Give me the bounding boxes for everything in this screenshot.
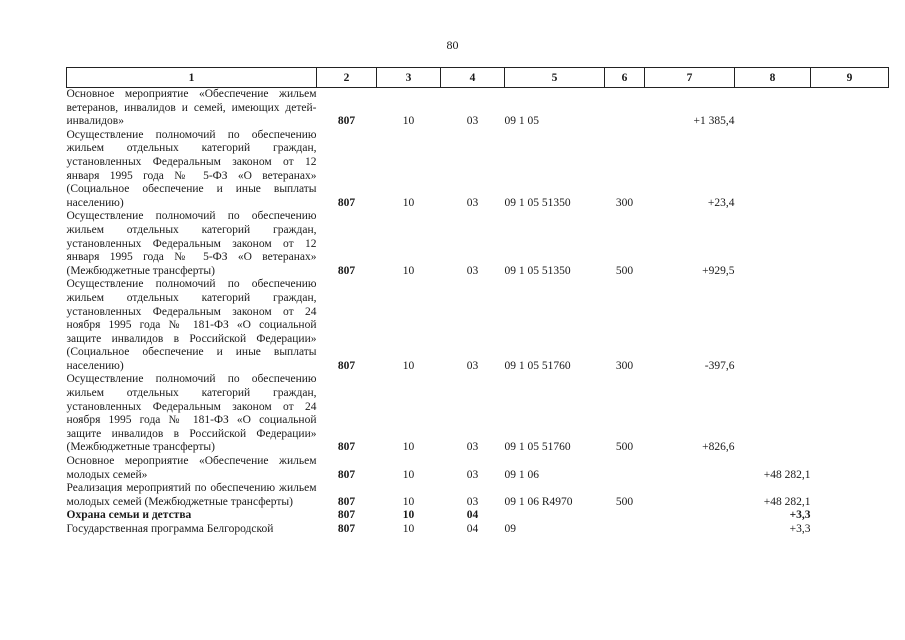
row-section-cell: 10 [402, 468, 415, 481]
row-admin-code-cell: 807 [337, 264, 356, 277]
row-amount-cell: +3,3 [789, 523, 811, 535]
row-name-cell: Осуществление полномочий по обеспечению жильем отдельных категорий граждан, установленных Федеральным законом от 12 января 1995 года № 5-ФЗ «О ветеранах» (Межбюджетные трансферты) [66, 210, 317, 277]
row-expense-type-cell: 300 [615, 359, 634, 372]
row-section-cell: 10 [402, 441, 415, 454]
row-subsection-cell: 03 [466, 495, 479, 508]
table-row [67, 455, 889, 482]
row-amount-cell [811, 278, 889, 373]
table-row [67, 373, 889, 455]
budget-table [66, 67, 889, 537]
table-row [67, 523, 889, 537]
row-section-cell: 10 [402, 264, 415, 277]
row-target-code-cell: 09 1 05 51760 [504, 441, 571, 454]
row-amount-cell [811, 509, 889, 523]
row-admin-code-cell: 807 [337, 441, 356, 454]
row-admin-code-cell: 807 [337, 495, 356, 508]
row-amount-cell [811, 455, 889, 482]
table-row [67, 88, 889, 129]
row-name-cell: Основное мероприятие «Обеспечение жильем молодых семей» [66, 455, 317, 481]
row-subsection-cell: 03 [466, 264, 479, 277]
column-header: 1 [67, 68, 317, 88]
row-section-cell: 10 [402, 115, 415, 128]
row-amount-cell [811, 210, 889, 278]
row-amount-cell: +23,4 [707, 196, 735, 209]
row-amount-cell [645, 482, 735, 509]
row-expense-type-cell [605, 523, 645, 537]
column-header: 7 [645, 68, 735, 88]
row-admin-code-cell: 807 [337, 468, 356, 481]
table-row [67, 210, 889, 278]
row-target-code-cell: 09 1 05 51350 [504, 196, 571, 209]
row-amount-cell [735, 210, 811, 278]
row-amount-cell: -397,6 [704, 359, 735, 372]
row-name-cell: Охрана семьи и детства [66, 509, 192, 522]
row-amount-cell: +826,6 [702, 441, 735, 454]
row-amount-cell [735, 129, 811, 211]
row-amount-cell: +3,3 [789, 509, 811, 522]
row-admin-code-cell: 807 [337, 115, 356, 128]
row-admin-code-cell: 807 [337, 196, 356, 209]
row-name-cell: Реализация мероприятий по обеспечению жильем молодых семей (Межбюджетные трансферты) [66, 482, 317, 508]
row-subsection-cell: 03 [466, 359, 479, 372]
row-admin-code-cell: 807 [337, 509, 356, 522]
row-section-cell: 10 [402, 359, 415, 372]
row-target-code-cell: 09 1 06 [504, 468, 539, 481]
row-expense-type-cell [605, 509, 645, 523]
row-section-cell: 10 [402, 523, 415, 535]
row-subsection-cell: 03 [466, 196, 479, 209]
row-amount-cell [735, 373, 811, 455]
row-amount-cell [645, 509, 735, 523]
row-admin-code-cell: 807 [337, 359, 356, 372]
row-target-code-cell: 09 1 06 R4970 [504, 495, 573, 508]
row-amount-cell [645, 455, 735, 482]
row-expense-type-cell [605, 455, 645, 482]
column-header: 9 [811, 68, 889, 88]
column-header: 5 [505, 68, 605, 88]
row-subsection-cell: 03 [466, 468, 479, 481]
row-amount-cell [811, 129, 889, 211]
row-section-cell: 10 [402, 196, 415, 209]
row-amount-cell: +48 282,1 [763, 495, 811, 508]
row-amount-cell [735, 88, 811, 129]
row-target-code-cell: 09 [504, 523, 516, 535]
column-header: 3 [377, 68, 441, 88]
table-row [67, 129, 889, 211]
row-subsection-cell: 03 [466, 441, 479, 454]
row-name-cell: Основное мероприятие «Обеспечение жильем ветеранов, инвалидов и семей, имеющих детей-инвалидов» [66, 88, 317, 128]
row-amount-cell: +929,5 [702, 264, 735, 277]
row-section-cell: 10 [402, 509, 415, 522]
column-header: 4 [441, 68, 505, 88]
row-expense-type-cell: 500 [615, 264, 634, 277]
column-header: 6 [605, 68, 645, 88]
row-name-cell: Осуществление полномочий по обеспечению жильем отдельных категорий граждан, установленных Федеральным законом от 24 ноября 1995 года № 181-ФЗ «О социальной защите инвалидов в Российской Федерации» (Межбюджетные трансферты) [66, 373, 317, 454]
row-amount-cell [811, 373, 889, 455]
column-header: 8 [735, 68, 811, 88]
row-name-cell: Осуществление полномочий по обеспечению жильем отдельных категорий граждан, установленных Федеральным законом от 12 января 1995 года № 5-ФЗ «О ветеранах» (Социальное обеспечение и иные выплаты населению) [66, 128, 317, 209]
row-name-cell: Государственная программа Белгородской [66, 523, 274, 535]
row-expense-type-cell: 500 [615, 495, 634, 508]
row-admin-code-cell: 807 [337, 523, 356, 535]
row-expense-type-cell [605, 88, 645, 129]
table-row [67, 482, 889, 509]
row-amount-cell [735, 278, 811, 373]
row-subsection-cell: 04 [466, 509, 479, 522]
row-amount-cell [811, 523, 889, 537]
header-row [67, 68, 889, 88]
row-amount-cell: +48 282,1 [763, 468, 811, 481]
row-subsection-cell: 03 [466, 115, 479, 128]
row-expense-type-cell: 500 [615, 441, 634, 454]
row-amount-cell [811, 88, 889, 129]
table-row [67, 509, 889, 523]
table-row [67, 278, 889, 373]
row-subsection-cell: 04 [466, 523, 479, 535]
column-header: 2 [317, 68, 377, 88]
row-target-code-cell: 09 1 05 [504, 115, 539, 128]
row-name-cell: Осуществление полномочий по обеспечению жильем отдельных категорий граждан, установленных Федеральным законом от 24 ноября 1995 года № 181-ФЗ «О социальной защите инвалидов в Российской Федерации» (Социальное обеспечение и иные выплаты населению) [66, 278, 317, 372]
row-amount-cell [645, 523, 735, 537]
row-expense-type-cell: 300 [615, 196, 634, 209]
row-target-code-cell: 09 1 05 51350 [504, 264, 571, 277]
table-body [67, 88, 889, 537]
page-number: 80 [446, 38, 459, 52]
row-target-code-cell: 09 1 05 51760 [504, 359, 571, 372]
row-target-code-cell [505, 509, 605, 523]
row-amount-cell: +1 385,4 [693, 115, 735, 128]
row-amount-cell [811, 482, 889, 509]
row-section-cell: 10 [402, 495, 415, 508]
